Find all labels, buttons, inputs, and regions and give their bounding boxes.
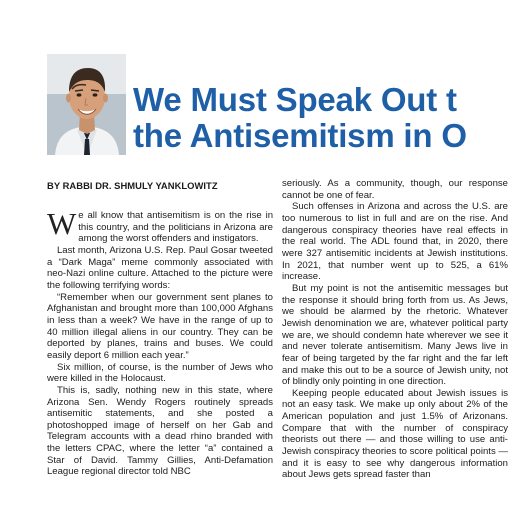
article-column-right: [282, 178, 508, 512]
author-portrait-image: [47, 54, 126, 155]
headline-line-1: We Must Speak Out t: [133, 82, 457, 118]
paragraph-9: Keeping people educated about Jewish issues is not an easy task. We make up only about 2% of the American population and just 1.5% of Arizonans. Compare that with the number of conspiracy theorists out there — and those willing to use anti-Jewish conspiracy theories to score political points — and it is easy to see why dangerous information about Jews gets spread faster than: [282, 387, 508, 481]
article-headline: [133, 82, 512, 160]
paragraph-2: Last month, Arizona U.S. Rep. Paul Gosar tweeted a “Dark Maga” meme commonly associated with neo-Nazi online culture. Attached to the picture were the following terrifying words:: [47, 244, 273, 291]
paragraph-6: seriously. As a community, though, our response cannot be one of fear.: [282, 178, 508, 201]
paragraph-3: “Remember when our government sent planes to Afghanistan and brought more than 100,000 Afghans in less than a week? We have in the range of up to 40 million illegal aliens in our country. They can be deported by planes, trains and buses. We could easily deport 6 million each year.”: [47, 291, 273, 361]
drop-cap: W: [47, 210, 77, 241]
paragraph-4: Six million, of course, is the number of Jews who were killed in the Holocaust.: [47, 361, 273, 385]
paragraph-5: This is, sadly, nothing new in this state, where Arizona Sen. Wendy Rogers routinely spreads antisemitic statements, and she posted a photoshopped image of herself on her Gab and Telegram accounts with a dead rhino branded with the letters CPAC, where the letter “a” contained a Star of David. Tammy Gillies, Anti-Defamation League regional director told NBC: [47, 384, 273, 478]
headline-line-2: the Antisemitism in O: [133, 117, 467, 154]
paragraph-1: [47, 210, 273, 245]
paragraph-1-text: e all know that antisemitism is on the rise in this country, and the politicians in Arizona are among the worst offenders and instigators.: [78, 210, 273, 245]
author-photo: [47, 54, 126, 155]
article-column-left: [47, 210, 273, 512]
author-byline: BY RABBI DR. SHMULY YANKLOWITZ: [47, 180, 218, 191]
paragraph-7: Such offenses in Arizona and across the U.S. are too numerous to list in full and are on the rise. And dangerous conspiracy theories have real effects in the real world. The ADL found that, in 2020, there were 327 antisemitic incidents at Jewish institutions. In 2021, that number went up to 525, a 61% increase.: [282, 201, 508, 283]
paragraph-8: But my point is not the antisemitic messages but the response it should bring forth from us. As Jews, we should be alarmed by the rhetoric. Whatever Jewish denomination we are, whatever political party we are, we should condemn hate wherever we see it and never tolerate antisemitism. Many Jews live in fear of being targeted by the far right and the far left and make this out to be a source of Jewish unity, not of blindly only pointing in one direction.: [282, 282, 508, 388]
